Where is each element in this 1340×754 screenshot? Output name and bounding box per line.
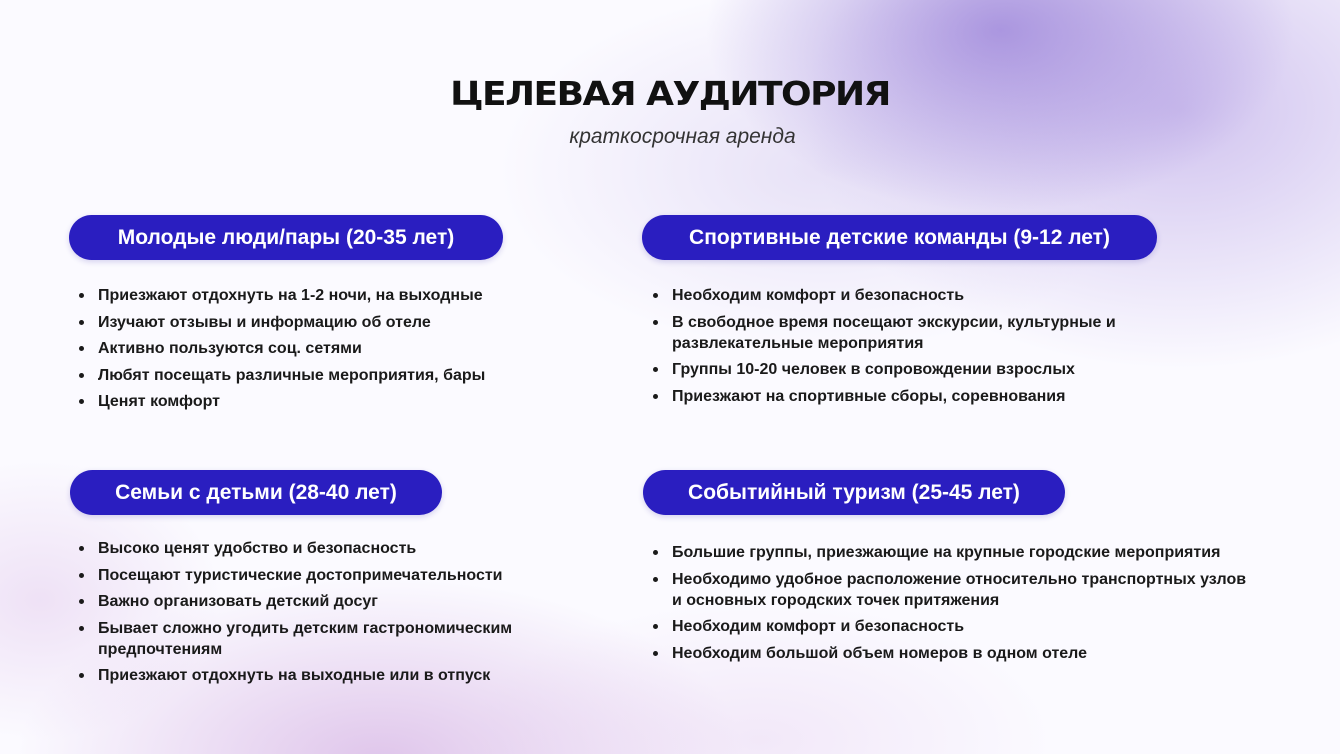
segment-heading-families xyxy=(70,470,442,515)
segment-heading-sport-kids-teams xyxy=(642,215,1157,260)
segment-heading-label: Семьи с детьми (28-40 лет) xyxy=(115,480,397,504)
segment-list-event-tourism xyxy=(644,542,1284,669)
list-item: Группы 10-20 человек в сопровождении взрослых xyxy=(644,359,1204,380)
list-item: Приезжают на спортивные сборы, соревнования xyxy=(644,386,1204,407)
list-item: Важно организовать детский досуг xyxy=(70,591,590,612)
segment-list-sport-kids-teams xyxy=(644,285,1204,412)
list-item: Высоко ценят удобство и безопасность xyxy=(70,538,590,559)
list-item: В свободное время посещают экскурсии, культурные и развлекательные мероприятия xyxy=(644,312,1162,354)
list-item: Приезжают отдохнуть на 1-2 ночи, на выходные xyxy=(70,285,590,306)
segment-heading-label: Спортивные детские команды (9-12 лет) xyxy=(689,225,1110,249)
list-item: Необходим большой объем номеров в одном отеле xyxy=(644,643,1284,664)
list-item: Необходим комфорт и безопасность xyxy=(644,285,1204,306)
list-item: Большие группы, приезжающие на крупные городские мероприятия xyxy=(644,542,1284,563)
segment-heading-event-tourism xyxy=(643,470,1065,515)
list-item: Активно пользуются соц. сетями xyxy=(70,338,590,359)
segment-heading-young-people xyxy=(69,215,503,260)
page-title: ЦЕЛЕВАЯ АУДИТОРИЯ xyxy=(450,75,890,114)
list-item: Приезжают отдохнуть на выходные или в отпуск xyxy=(70,665,590,686)
list-item: Изучают отзывы и информацию об отеле xyxy=(70,312,590,333)
list-item: Посещают туристические достопримечательности xyxy=(70,565,590,586)
list-item: Необходим комфорт и безопасность xyxy=(644,616,1284,637)
list-item: Ценят комфорт xyxy=(70,391,590,412)
list-item: Бывает сложно угодить детским гастрономическим предпочтениям xyxy=(70,618,578,660)
segment-list-young-people xyxy=(70,285,590,418)
list-item: Необходимо удобное расположение относительно транспортных узлов и основных городских точек притяжения xyxy=(644,569,1252,611)
segment-list-families xyxy=(70,538,590,692)
segment-heading-label: Молодые люди/пары (20-35 лет) xyxy=(117,225,455,249)
segment-heading-label: Событийный туризм (25-45 лет) xyxy=(688,480,1020,504)
page-subtitle: краткосрочная аренда xyxy=(569,125,796,148)
list-item: Любят посещать различные мероприятия, бары xyxy=(70,365,590,386)
